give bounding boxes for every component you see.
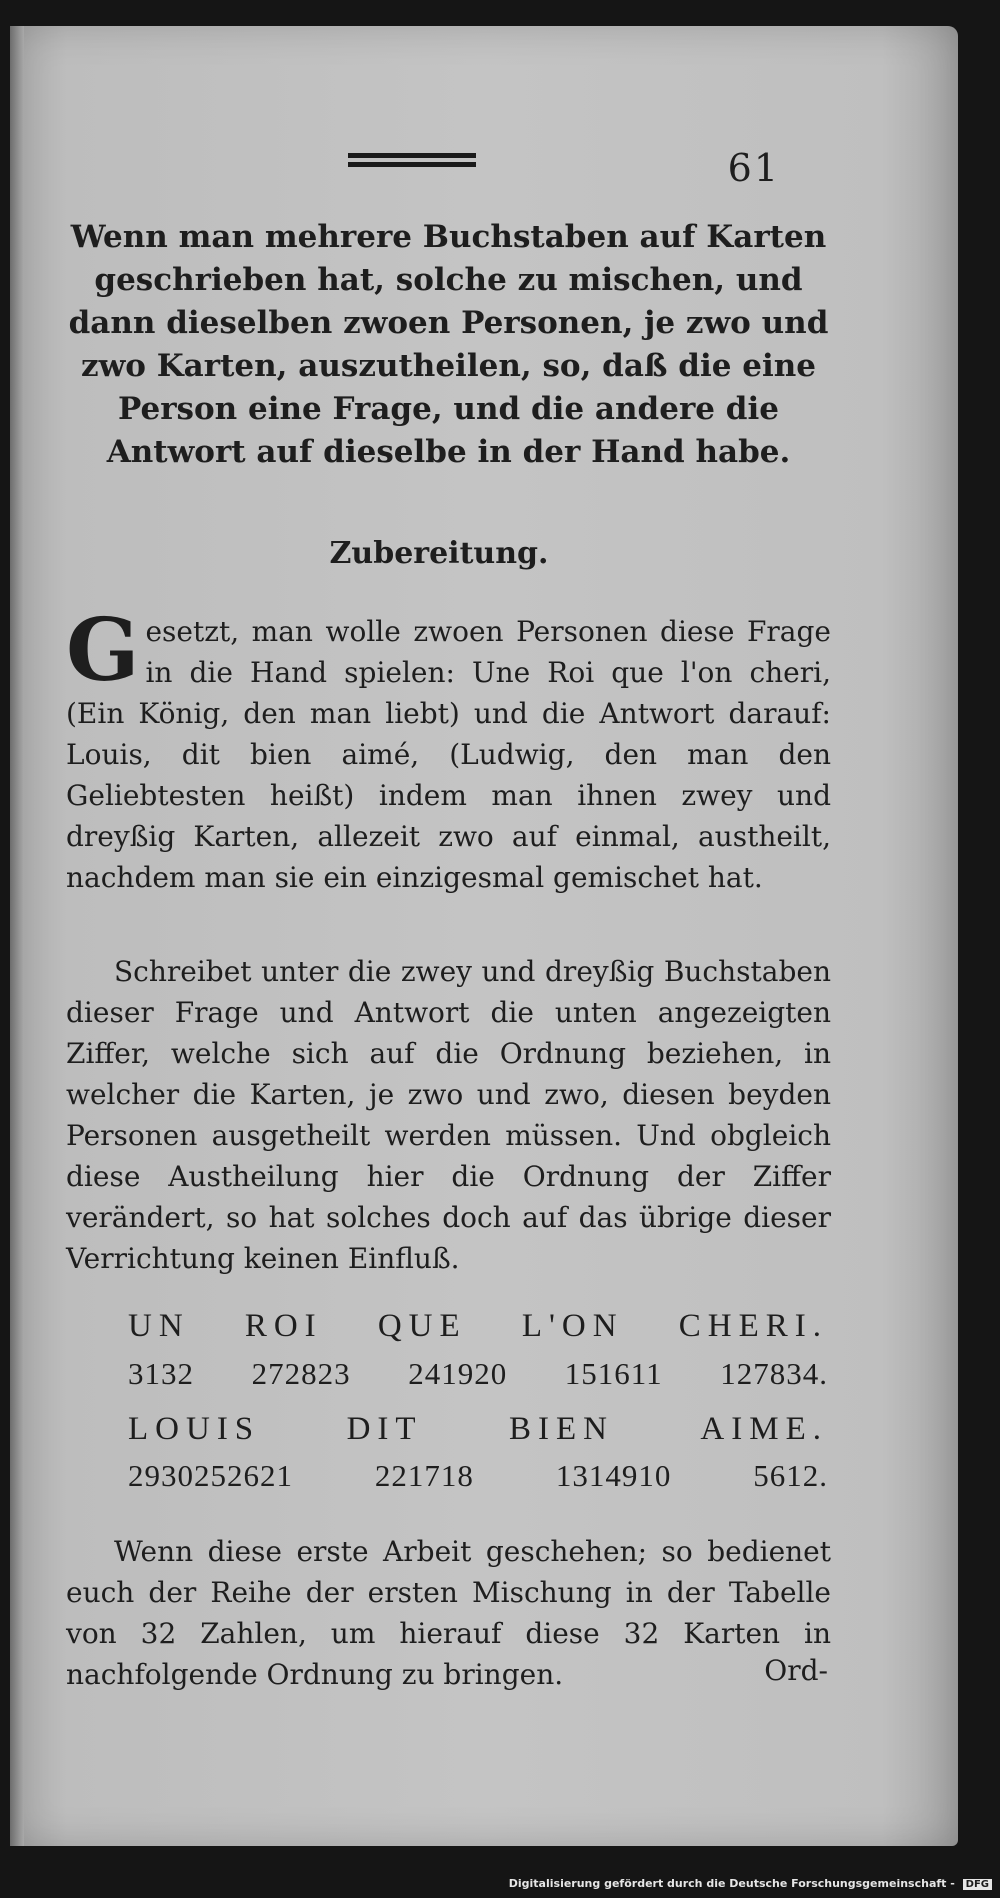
paragraph-1-text: esetzt, man wolle zwoen Personen diese Frage in die Hand spielen: Une Roi que l'on cheri, (Ein König, den man liebt) und die Antwort darauf: Louis, dit bien aimé, (Ludwig, den man den Geliebtesten heißt) indem man ihnen zwey und dreyßig Karten, allezeit zwo auf einmal, austheilt, nachdem man sie ein einzigesmal gemischet hat. [66, 615, 831, 894]
cipher-question-numbers [128, 1356, 828, 1392]
cipher-number-group: 5612. [753, 1458, 828, 1493]
cipher-word: BIEN [509, 1411, 614, 1447]
digitization-credit [0, 1877, 992, 1890]
page-number: 61 [727, 146, 780, 190]
book-page [10, 26, 958, 1846]
cipher-word: CHERI. [678, 1308, 828, 1344]
dfg-logo: DFG [963, 1879, 992, 1890]
cipher-number-group: 151611 [564, 1356, 663, 1391]
subheading: Zubereitung. [329, 536, 549, 571]
header-double-rule [348, 153, 476, 175]
cipher-number-group: 3132 [128, 1356, 194, 1391]
cipher-number-group: 272823 [251, 1356, 351, 1391]
cipher-word: AIME. [700, 1411, 828, 1447]
cipher-word: ROI [244, 1308, 323, 1344]
page-spine-shadow [10, 26, 24, 1846]
cipher-word: DIT [346, 1411, 423, 1447]
cipher-answer-numbers [128, 1458, 828, 1494]
cipher-question-letters [128, 1308, 828, 1345]
paragraph-3: Wenn diese erste Arbeit geschehen; so bedienet euch der Reihe der ersten Mischung in der Tabelle von 32 Zahlen, um hierauf diese 32 Karten in nachfolgende Ordnung zu bringen. [66, 1535, 831, 1691]
cipher-word: UN [128, 1308, 190, 1344]
paragraph-1 [66, 600, 831, 898]
drop-cap: G [66, 600, 140, 701]
paragraph-2: Schreibet unter die zwey und dreyßig Buchstaben dieser Frage und Antwort die unten angezeigten Ziffer, welche sich auf die Ordnung beziehen, in welcher die Karten, je zwo und zwo, diesen beyden Personen ausgetheilt werden müssen. Und obgleich diese Austheilung hier die Ordnung der Ziffer verändert, so hat solches doch auf das übrige dieser Verrichtung keinen Einfluß. [66, 955, 831, 1275]
cipher-number-group: 241920 [408, 1356, 508, 1391]
cipher-word: QUE [377, 1308, 467, 1344]
cipher-number-group: 1314910 [555, 1458, 672, 1493]
catchword: Ord- [764, 1654, 828, 1687]
cipher-word: LOUIS [128, 1411, 261, 1447]
cipher-answer-letters [128, 1411, 828, 1448]
cipher-number-group: 221718 [374, 1458, 474, 1493]
credit-text: Digitalisierung gefördert durch die Deutsche Forschungsgemeinschaft - [508, 1877, 955, 1890]
cipher-number-group: 2930252621 [128, 1458, 293, 1493]
cipher-number-group: 127834. [720, 1356, 828, 1391]
section-heading: Wenn man mehrere Buchstaben auf Karten geschrieben hat, solche zu mischen, und dann dieselben zwoen Personen, je zwo und zwo Karten, auszutheilen, so, daß die eine Person eine Frage, und die andere die Antwort auf dieselbe in der Hand habe. [68, 219, 829, 470]
cipher-word: L'ON [521, 1308, 624, 1344]
